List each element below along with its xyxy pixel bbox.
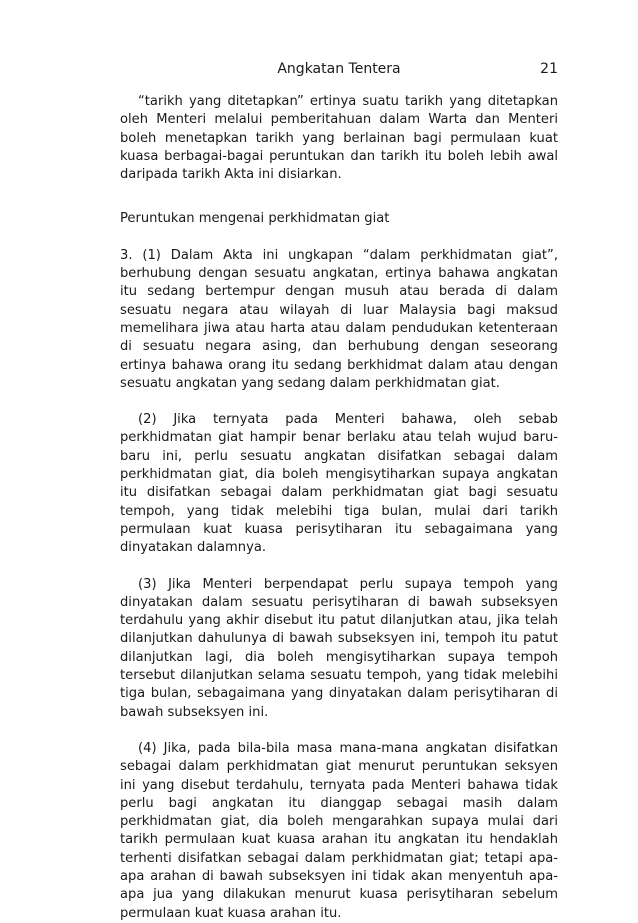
running-header <box>120 61 558 83</box>
section-3-subsection-2: (2) Jika ternyata pada Menteri bahawa, oleh sebab perkhidmatan giat hampir benar berlaku atau telah wujud baru-baru ini, perlu sesuatu angkatan disifatkan sebagai dalam perkhidmatan giat, dia boleh mengisytiharkan supaya angkatan itu disifatkan sebagai dalam perkhidmatan giat bagi sesuatu tempoh, yang tidak melebihi tiga bulan, mulai dari tarikh permulaan kuat kuasa perisytiharan itu sebagaimana yang dinyatakan dalamnya. <box>120 412 558 556</box>
section-3-subsection-3: (3) Jika Menteri berpendapat perlu supaya tempoh yang dinyatakan dalam sesuatu perisytiharan di bawah subseksyen terdahulu yang akhir disebut itu patut dilanjutkan atau, jika telah dilanjutkan dahulunya di bawah subseksyen ini, tempoh itu patut dilanjutkan lagi, dia boleh mengisytiharkan supaya tempoh tersebut dilanjutkan selama sesuatu tempoh, yang tidak melebihi tiga bulan, sebagaimana yang dinyatakan dalam perisytiharan di bawah subseksyen ini. <box>120 576 558 720</box>
section-heading: Peruntukan mengenai perkhidmatan giat <box>120 211 390 227</box>
page-number: 21 <box>540 61 558 77</box>
section-3-subsection-4: (4) Jika, pada bila-bila masa mana-mana angkatan disifatkan sebagai dalam perkhidmatan giat menurut peruntukan seksyen ini yang disebut terdahulu, ternyata pada Menteri bahawa tidak perlu bagi angkatan itu dianggap sebagai masih dalam perkhidmatan giat, dia boleh mengarahkan supaya mulai dari tarikh permulaan kuat kuasa arahan itu angkatan itu hendaklah terhenti disifatkan sebagai dalam perkhidmatan giat; tetapi apa-apa arahan di bawah subseksyen ini tidak akan menyentuh apa-apa jua yang dilakukan menurut kuasa perisytiharan sebelum permulaan kuat kuasa arahan itu. <box>120 740 558 921</box>
section-3-subsection-1: 3. (1) Dalam Akta ini ungkapan “dalam perkhidmatan giat”, berhubung dengan sesuatu angkatan, ertinya bahawa angkatan itu sedang bertempur dengan musuh atau berada di dalam sesuatu negara atau wilayah di luar Malaysia bagi maksud memelihara jiwa atau harta atau dalam pendudukan ketenteraan di sesuatu negara asing, dan berhubung dengan seseorang ertinya bahawa orang itu sedang berkhidmat dalam atau dengan sesuatu angkatan yang sedang dalam perkhidmatan giat. <box>120 247 558 391</box>
running-title: Angkatan Tentera <box>277 61 401 77</box>
body-text <box>120 93 558 923</box>
definition-paragraph: “tarikh yang ditetapkan” ertinya suatu tarikh yang ditetapkan oleh Menteri melalui pemberitahuan dalam Warta dan Menteri boleh menetapkan tarikh yang berlainan bagi permulaan kuat kuasa berbagai-bagai peruntukan dan tarikh itu boleh lebih awal daripada tarikh Akta ini disiarkan. <box>120 94 558 183</box>
